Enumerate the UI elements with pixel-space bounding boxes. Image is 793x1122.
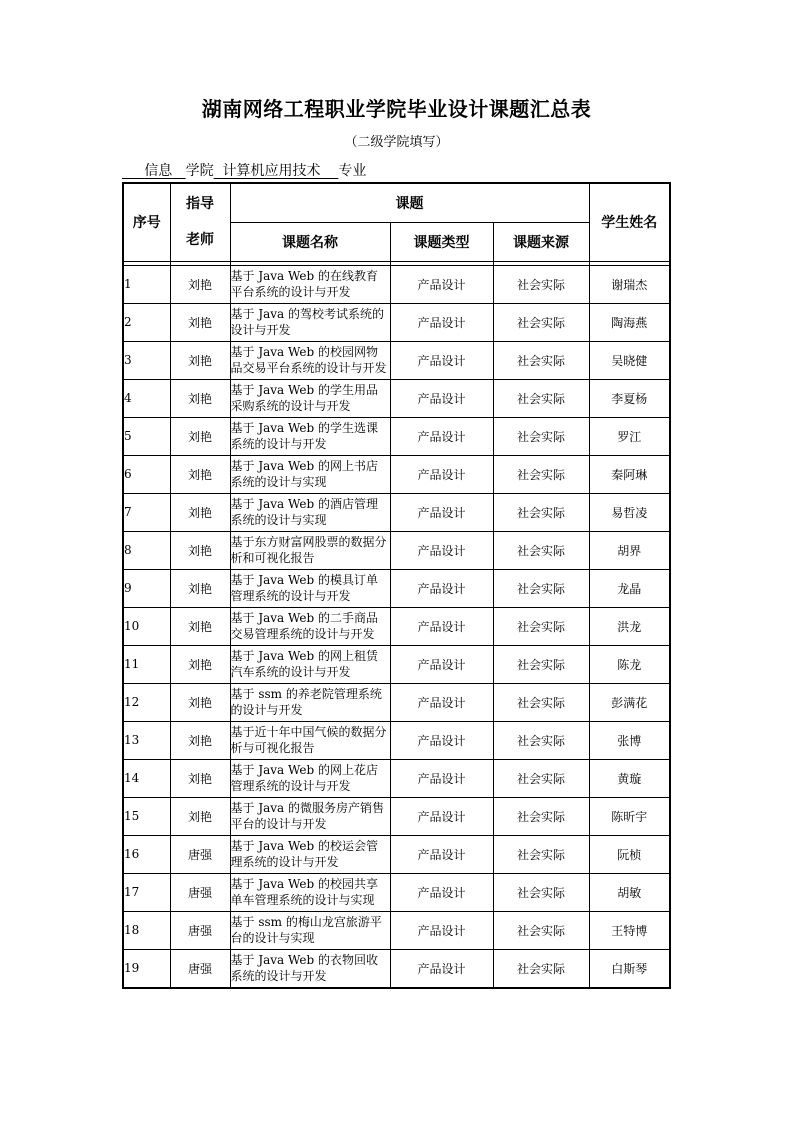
row-index: 9: [123, 569, 170, 607]
row-advisor: 刘艳: [170, 531, 230, 569]
row-index: 12: [123, 683, 170, 721]
row-topic-type: 产品设计: [390, 379, 493, 417]
row-advisor: 刘艳: [170, 759, 230, 797]
row-index: 6: [123, 455, 170, 493]
row-index: 16: [123, 835, 170, 873]
row-student: 罗江: [589, 417, 670, 455]
row-topic-name: 基于 Java Web 的校园网物品交易平台系统的设计与开发: [230, 341, 390, 379]
row-advisor: 刘艳: [170, 683, 230, 721]
row-advisor: 刘艳: [170, 797, 230, 835]
table-row: [123, 341, 670, 379]
row-topic-type: 产品设计: [390, 949, 493, 988]
row-topic-source: 社会实际: [493, 607, 589, 645]
row-advisor: 唐强: [170, 911, 230, 949]
row-index: 8: [123, 531, 170, 569]
row-topic-name: 基于 Java Web 的二手商品交易管理系统的设计与开发: [230, 607, 390, 645]
row-index: 1: [123, 265, 170, 303]
row-index: 13: [123, 721, 170, 759]
header-advisor: [170, 183, 230, 261]
row-topic-source: 社会实际: [493, 721, 589, 759]
table-row: [123, 797, 670, 835]
table-row: [123, 835, 670, 873]
table-row: [123, 455, 670, 493]
row-topic-source: 社会实际: [493, 797, 589, 835]
row-index: 17: [123, 873, 170, 911]
row-topic-type: 产品设计: [390, 303, 493, 341]
header-topic-source: 课题来源: [493, 222, 589, 261]
table-row: [123, 303, 670, 341]
row-topic-name: 基于 Java Web 的衣物回收系统的设计与开发: [230, 949, 390, 988]
row-student: 胡界: [589, 531, 670, 569]
row-topic-source: 社会实际: [493, 873, 589, 911]
row-topic-type: 产品设计: [390, 873, 493, 911]
row-index: 5: [123, 417, 170, 455]
row-topic-name: 基于 Java Web 的网上租赁汽车系统的设计与开发: [230, 645, 390, 683]
row-advisor: 刘艳: [170, 417, 230, 455]
row-topic-source: 社会实际: [493, 303, 589, 341]
row-advisor: 唐强: [170, 873, 230, 911]
table-row: [123, 379, 670, 417]
row-student: 洪龙: [589, 607, 670, 645]
table-row: [123, 531, 670, 569]
row-student: 黄璇: [589, 759, 670, 797]
header-index: 序号: [123, 183, 170, 261]
row-topic-source: 社会实际: [493, 493, 589, 531]
row-topic-source: 社会实际: [493, 379, 589, 417]
header-topic-group: 课题: [230, 183, 589, 222]
row-student: 彭满花: [589, 683, 670, 721]
table-row: [123, 949, 670, 988]
row-advisor: 刘艳: [170, 645, 230, 683]
header-advisor-line1: 指导: [186, 196, 214, 213]
row-topic-name: 基于 Java Web 的学生用品采购系统的设计与开发: [230, 379, 390, 417]
row-advisor: 刘艳: [170, 379, 230, 417]
page-subtitle: （二级学院填写）: [344, 135, 449, 150]
major-label: 专业: [338, 163, 367, 179]
header-topic-name: 课题名称: [230, 222, 390, 261]
row-student: 李夏杨: [589, 379, 670, 417]
row-topic-source: 社会实际: [493, 645, 589, 683]
table-row: [123, 645, 670, 683]
row-advisor: 刘艳: [170, 265, 230, 303]
row-advisor: 唐强: [170, 949, 230, 988]
topics-table: [122, 182, 671, 989]
row-topic-name: 基于 Java 的驾校考试系统的设计与开发: [230, 303, 390, 341]
row-advisor: 刘艳: [170, 569, 230, 607]
page-title: 湖南网络工程职业学院毕业设计课题汇总表: [201, 97, 592, 121]
header-topic-type: 课题类型: [390, 222, 493, 261]
row-topic-source: 社会实际: [493, 265, 589, 303]
row-topic-type: 产品设计: [390, 645, 493, 683]
row-advisor: 唐强: [170, 835, 230, 873]
row-topic-type: 产品设计: [390, 455, 493, 493]
row-topic-type: 产品设计: [390, 341, 493, 379]
row-student: 陈龙: [589, 645, 670, 683]
row-topic-type: 产品设计: [390, 759, 493, 797]
row-advisor: 刘艳: [170, 455, 230, 493]
row-index: 18: [123, 911, 170, 949]
table-row: [123, 911, 670, 949]
table-row: [123, 569, 670, 607]
row-topic-name: 基于 Java Web 的校运会管理系统的设计与开发: [230, 835, 390, 873]
table-row: [123, 873, 670, 911]
header-student: 学生姓名: [589, 183, 670, 261]
major-value: 计算机应用技术: [222, 163, 321, 179]
row-index: 7: [123, 493, 170, 531]
row-topic-type: 产品设计: [390, 683, 493, 721]
row-topic-name: 基于 Java Web 的模具订单管理系统的设计与开发: [230, 569, 390, 607]
row-index: 4: [123, 379, 170, 417]
row-student: 易哲凌: [589, 493, 670, 531]
row-topic-type: 产品设计: [390, 531, 493, 569]
row-index: 19: [123, 949, 170, 988]
department-line: [122, 160, 366, 180]
row-index: 11: [123, 645, 170, 683]
table-row: [123, 607, 670, 645]
row-student: 吴晓健: [589, 341, 670, 379]
row-topic-source: 社会实际: [493, 569, 589, 607]
row-topic-name: 基于 Java 的微服务房产销售平台的设计与开发: [230, 797, 390, 835]
row-student: 张博: [589, 721, 670, 759]
row-student: 胡敏: [589, 873, 670, 911]
row-topic-name: 基于 Java Web 的酒店管理系统的设计与实现: [230, 493, 390, 531]
row-advisor: 刘艳: [170, 341, 230, 379]
row-topic-type: 产品设计: [390, 417, 493, 455]
row-topic-type: 产品设计: [390, 911, 493, 949]
row-topic-name: 基于 ssm 的养老院管理系统的设计与开发: [230, 683, 390, 721]
table-row: [123, 265, 670, 303]
row-topic-source: 社会实际: [493, 759, 589, 797]
row-topic-name: 基于 ssm 的梅山龙宫旅游平台的设计与实现: [230, 911, 390, 949]
college-value: 信息: [144, 163, 173, 179]
row-advisor: 刘艳: [170, 303, 230, 341]
row-topic-type: 产品设计: [390, 721, 493, 759]
row-index: 14: [123, 759, 170, 797]
college-label: 学院: [185, 163, 214, 179]
row-index: 10: [123, 607, 170, 645]
row-index: 3: [123, 341, 170, 379]
row-student: 阮桢: [589, 835, 670, 873]
table-row: [123, 417, 670, 455]
row-topic-source: 社会实际: [493, 835, 589, 873]
row-topic-type: 产品设计: [390, 797, 493, 835]
row-topic-name: 基于东方财富网股票的数据分析和可视化报告: [230, 531, 390, 569]
row-topic-type: 产品设计: [390, 835, 493, 873]
row-student: 王特博: [589, 911, 670, 949]
row-student: 陶海燕: [589, 303, 670, 341]
row-topic-source: 社会实际: [493, 683, 589, 721]
row-topic-name: 基于 Java Web 的校园共享单车管理系统的设计与实现: [230, 873, 390, 911]
row-index: 2: [123, 303, 170, 341]
table-row: [123, 721, 670, 759]
row-student: 龙晶: [589, 569, 670, 607]
row-topic-source: 社会实际: [493, 455, 589, 493]
header-advisor-line2: 老师: [186, 232, 214, 249]
table-row: [123, 759, 670, 797]
row-topic-source: 社会实际: [493, 531, 589, 569]
row-student: 白斯琴: [589, 949, 670, 988]
row-topic-type: 产品设计: [390, 493, 493, 531]
row-topic-name: 基于近十年中国气候的数据分析与可视化报告: [230, 721, 390, 759]
table-row: [123, 683, 670, 721]
row-advisor: 刘艳: [170, 607, 230, 645]
row-topic-source: 社会实际: [493, 341, 589, 379]
row-student: 谢瑞杰: [589, 265, 670, 303]
row-topic-source: 社会实际: [493, 911, 589, 949]
row-topic-type: 产品设计: [390, 569, 493, 607]
row-advisor: 刘艳: [170, 721, 230, 759]
row-topic-source: 社会实际: [493, 949, 589, 988]
table-row: [123, 493, 670, 531]
row-advisor: 刘艳: [170, 493, 230, 531]
row-topic-name: 基于 Java Web 的在线教育平台系统的设计与开发: [230, 265, 390, 303]
row-index: 15: [123, 797, 170, 835]
row-topic-name: 基于 Java Web 的网上书店系统的设计与实现: [230, 455, 390, 493]
row-student: 秦阿琳: [589, 455, 670, 493]
row-topic-name: 基于 Java Web 的学生选课系统的设计与开发: [230, 417, 390, 455]
row-topic-name: 基于 Java Web 的网上花店管理系统的设计与开发: [230, 759, 390, 797]
row-topic-type: 产品设计: [390, 607, 493, 645]
row-topic-source: 社会实际: [493, 417, 589, 455]
table-body: [123, 261, 670, 988]
row-topic-type: 产品设计: [390, 265, 493, 303]
row-student: 陈昕宇: [589, 797, 670, 835]
